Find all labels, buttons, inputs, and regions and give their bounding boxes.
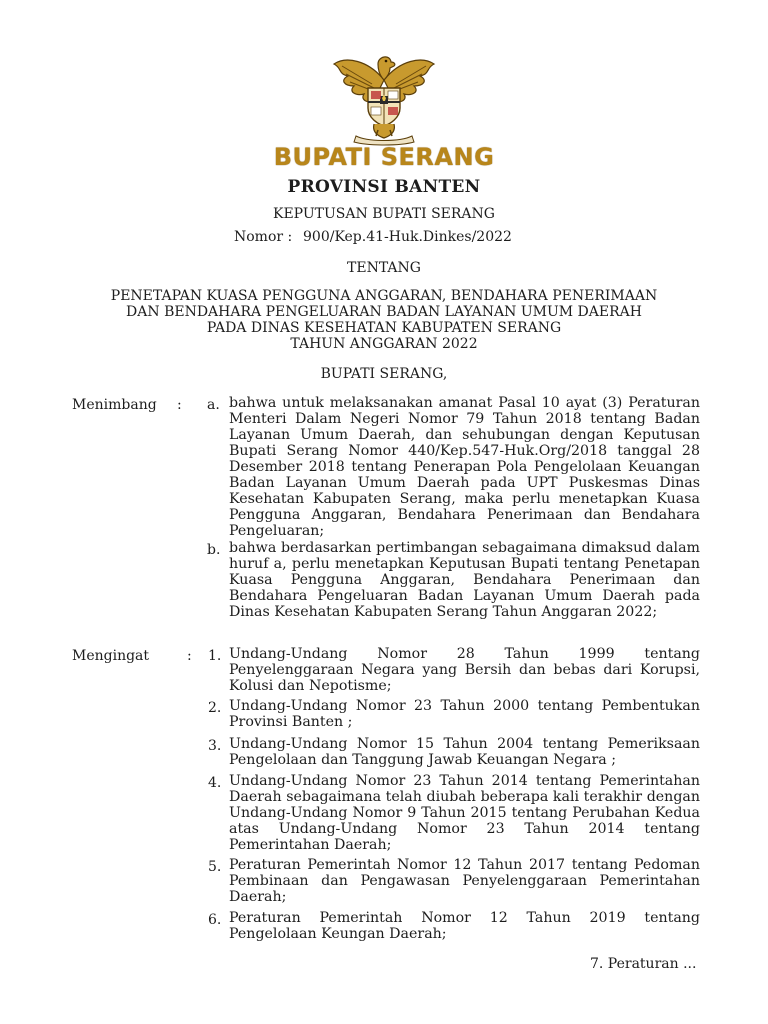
- menimbang-label: Menimbang: [72, 397, 157, 413]
- item-marker: 1.: [208, 648, 222, 664]
- menimbang-item-a: bahwa untuk melaksanakan amanat Pasal 10 ayat (3) Peraturan Menteri Dalam Negeri Nomor 79 Tahun 2018 tentang Badan Layanan Umum Daerah, dan sehubungan dengan Keputusan Bupati Serang Nomor 440/Kep.547-Huk.Org/2018 tanggal 28 Desember 2018 tentang Penerapan Pola Pengelolaan Keuangan Badan Layanan Umum Daerah pada UPT Puskesmas Dinas Kesehatan Kabupaten Serang, maka perlu menetapkan Kuasa Pengguna Anggaran, Bendahara Penerimaan dan Bendahara Pengeluaran;: [229, 395, 700, 539]
- decree-title: KEPUTUSAN BUPATI SERANG: [273, 206, 495, 222]
- province-title: PROVINSI BANTEN: [287, 177, 481, 197]
- garuda-emblem-icon: [328, 50, 440, 146]
- decree-number-value: 900/Kep.41-Huk.Dinkes/2022: [303, 229, 512, 245]
- mengingat-item-3: Undang-Undang Nomor 15 Tahun 2004 tentang Pemeriksaan Pengelolaan dan Tanggung Jawab Keuangan Negara ;: [229, 736, 700, 768]
- about-heading: TENTANG: [347, 260, 421, 276]
- item-marker: 5.: [208, 859, 222, 875]
- office-title: BUPATI SERANG: [273, 143, 495, 171]
- mengingat-colon: :: [187, 648, 192, 664]
- decree-number-label: Nomor :: [234, 229, 293, 245]
- menimbang-item-b: bahwa berdasarkan pertimbangan sebagaimana dimaksud dalam huruf a, perlu menetapkan Keputusan Bupati tentang Penetapan Kuasa Pengguna Anggaran, Bendahara Penerimaan dan Bendahara Pengeluaran Badan Layanan Umum Daerah pada Dinas Kesehatan Kabupaten Serang Tahun Anggaran 2022;: [229, 540, 700, 620]
- item-marker: 4.: [208, 775, 222, 791]
- mengingat-item-2: Undang-Undang Nomor 23 Tahun 2000 tentang Pembentukan Provinsi Banten ;: [229, 698, 700, 730]
- item-marker: 2.: [208, 700, 222, 716]
- item-marker: b.: [207, 542, 221, 558]
- subject-line: PENETAPAN KUASA PENGGUNA ANGGARAN, BENDAHARA PENERIMAAN: [110, 288, 658, 304]
- item-marker: 6.: [208, 912, 222, 928]
- mengingat-item-6: Peraturan Pemerintah Nomor 12 Tahun 2019 tentang Pengelolaan Keungan Daerah;: [229, 910, 700, 942]
- menimbang-colon: :: [177, 397, 182, 413]
- page-continuation: 7. Peraturan ...: [590, 956, 697, 972]
- item-marker: a.: [207, 397, 220, 413]
- item-marker: 3.: [208, 738, 222, 754]
- subject-line: PADA DINAS KESEHATAN KABUPATEN SERANG: [206, 320, 562, 336]
- subject-line: DAN BENDAHARA PENGELUARAN BADAN LAYANAN UMUM DAERAH: [126, 304, 642, 320]
- mengingat-item-4: Undang-Undang Nomor 23 Tahun 2014 tentang Pemerintahan Daerah sebagaimana telah diubah beberapa kali terakhir dengan Undang-Undang Nomor 9 Tahun 2015 tentang Perubahan Kedua atas Undang-Undang Nomor 23 Tahun 2014 tentang Pemerintahan Daerah;: [229, 773, 700, 853]
- issuer-heading: BUPATI SERANG,: [320, 366, 448, 382]
- subject-line: TAHUN ANGGARAN 2022: [290, 336, 478, 352]
- mengingat-item-1: Undang-Undang Nomor 28 Tahun 1999 tentang Penyelenggaraan Negara yang Bersih dan bebas dari Korupsi, Kolusi dan Nepotisme;: [229, 646, 700, 694]
- mengingat-label: Mengingat: [72, 648, 150, 664]
- mengingat-item-5: Peraturan Pemerintah Nomor 12 Tahun 2017 tentang Pedoman Pembinaan dan Pengawasan Penyelenggaraan Pemerintahan Daerah;: [229, 857, 700, 905]
